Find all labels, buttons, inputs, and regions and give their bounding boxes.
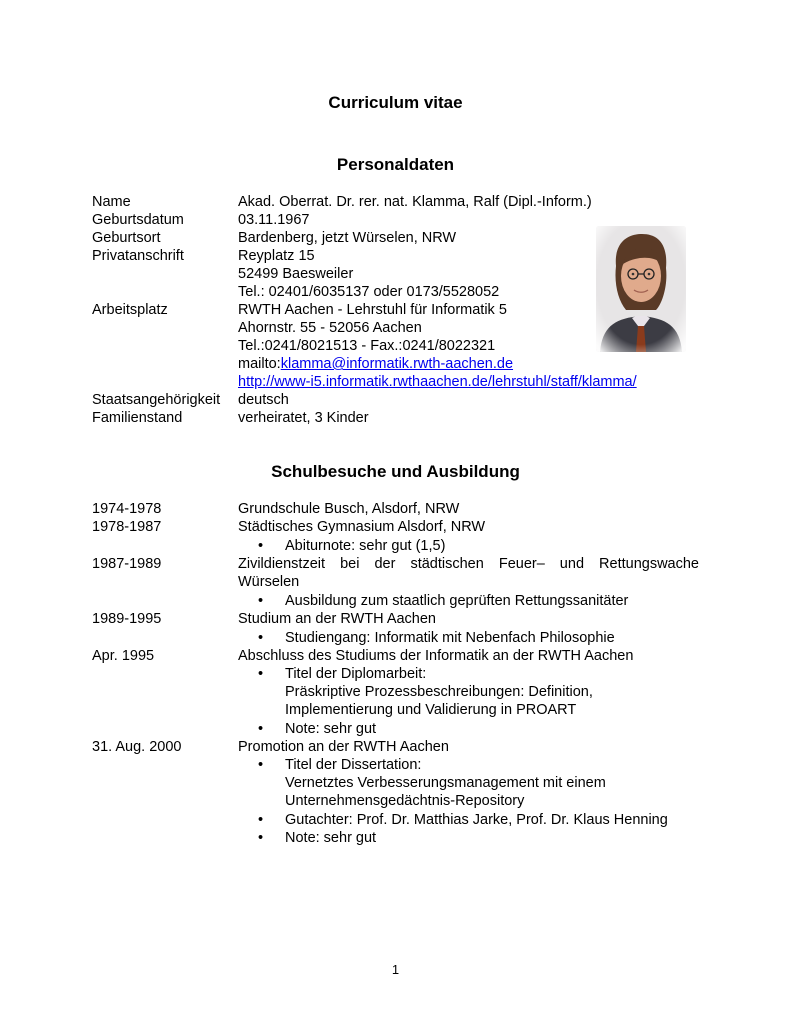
email-link[interactable]: klamma@informatik.rwth-aachen.de <box>280 356 514 372</box>
edu-bullet-6-3: Note: sehr gut <box>285 830 377 846</box>
section-heading-education: Schulbesuche und Ausbildung <box>271 462 520 481</box>
value-private-phone: Tel.: 02401/6035137 oder 0173/5528052 <box>238 284 500 300</box>
label-workplace: Arbeitsplatz <box>92 302 168 318</box>
bullet: • <box>258 812 264 828</box>
value-private-street: Reyplatz 15 <box>238 248 315 264</box>
edu-bullet-6-1-line2: Vernetztes Verbesserungsmanagement mit einem <box>285 775 606 791</box>
bullet: • <box>258 830 264 846</box>
label-nationality: Staatsangehörigkeit <box>92 392 221 408</box>
edu-text-3-line1-text: Zivildienstzeit bei der städtischen Feuer– und Rettungswache <box>238 556 699 572</box>
edu-text-3-line1 <box>238 555 699 573</box>
mailto-prefix: mailto: <box>238 356 281 372</box>
edu-date-2: 1978-1987 <box>92 519 162 535</box>
edu-bullet-4-1: Studiengang: Informatik mit Nebenfach Philosophie <box>285 630 615 646</box>
value-nationality: deutsch <box>238 392 289 408</box>
bullet: • <box>258 721 264 737</box>
edu-text-1: Grundschule Busch, Alsdorf, NRW <box>238 501 460 517</box>
section-heading-personal: Personaldaten <box>336 155 455 174</box>
label-private-address: Privatanschrift <box>92 248 184 264</box>
page-number: 1 <box>391 962 400 977</box>
edu-date-1: 1974-1978 <box>92 501 162 517</box>
edu-bullet-5-1-line3: Implementierung und Validierung in PROART <box>285 702 577 718</box>
bullet: • <box>258 757 264 773</box>
label-birthdate: Geburtsdatum <box>92 212 184 228</box>
value-name: Akad. Oberrat. Dr. rer. nat. Klamma, Ralf (Dipl.-Inform.) <box>238 194 592 210</box>
value-birthplace: Bardenberg, jetzt Würselen, NRW <box>238 230 457 246</box>
edu-date-6: 31. Aug. 2000 <box>92 739 182 755</box>
edu-bullet-2-1: Abiturnote: sehr gut (1,5) <box>285 538 446 554</box>
bullet: • <box>258 538 264 554</box>
bullet: • <box>258 593 264 609</box>
edu-date-4: 1989-1995 <box>92 611 162 627</box>
label-marital-status: Familienstand <box>92 410 183 426</box>
bullet: • <box>258 666 264 682</box>
value-email-line <box>238 355 513 373</box>
edu-bullet-5-2: Note: sehr gut <box>285 721 377 737</box>
value-marital-status: verheiratet, 3 Kinder <box>238 410 369 426</box>
edu-bullet-6-2: Gutachter: Prof. Dr. Matthias Jarke, Prof. Dr. Klaus Henning <box>285 812 668 828</box>
label-birthplace: Geburtsort <box>92 230 161 246</box>
value-workplace-institute: RWTH Aachen - Lehrstuhl für Informatik 5 <box>238 302 507 318</box>
edu-date-3: 1987-1989 <box>92 556 162 572</box>
bullet: • <box>258 630 264 646</box>
edu-text-5: Abschluss des Studiums der Informatik an der RWTH Aachen <box>238 648 634 664</box>
value-workplace-phone: Tel.:0241/8021513 - Fax.:0241/8022321 <box>238 338 496 354</box>
label-name: Name <box>92 194 131 210</box>
edu-date-5: Apr. 1995 <box>92 648 155 664</box>
edu-bullet-5-1-line2: Präskriptive Prozessbeschreibungen: Definition, <box>285 684 593 700</box>
edu-bullet-6-1-line3: Unternehmensgedächtnis-Repository <box>285 793 525 809</box>
edu-text-2: Städtisches Gymnasium Alsdorf, NRW <box>238 519 486 535</box>
document-title: Curriculum vitae <box>328 93 463 112</box>
value-url-line <box>238 373 637 391</box>
value-birthdate: 03.11.1967 <box>238 212 310 228</box>
edu-text-6: Promotion an der RWTH Aachen <box>238 739 449 755</box>
portrait-photo <box>596 226 686 352</box>
value-workplace-address: Ahornstr. 55 - 52056 Aachen <box>238 320 422 336</box>
edu-bullet-5-1-line1: Titel der Diplomarbeit: <box>285 666 427 682</box>
homepage-link[interactable]: http://www-i5.informatik.rwthaachen.de/lehrstuhl/staff/klamma/ <box>238 374 637 390</box>
value-private-city: 52499 Baesweiler <box>238 266 354 282</box>
edu-bullet-6-1-line1: Titel der Dissertation: <box>285 757 422 773</box>
edu-text-4: Studium an der RWTH Aachen <box>238 611 436 627</box>
edu-text-3-line2: Würselen <box>238 574 300 590</box>
edu-bullet-3-1: Ausbildung zum staatlich geprüften Rettungssanitäter <box>285 593 629 609</box>
